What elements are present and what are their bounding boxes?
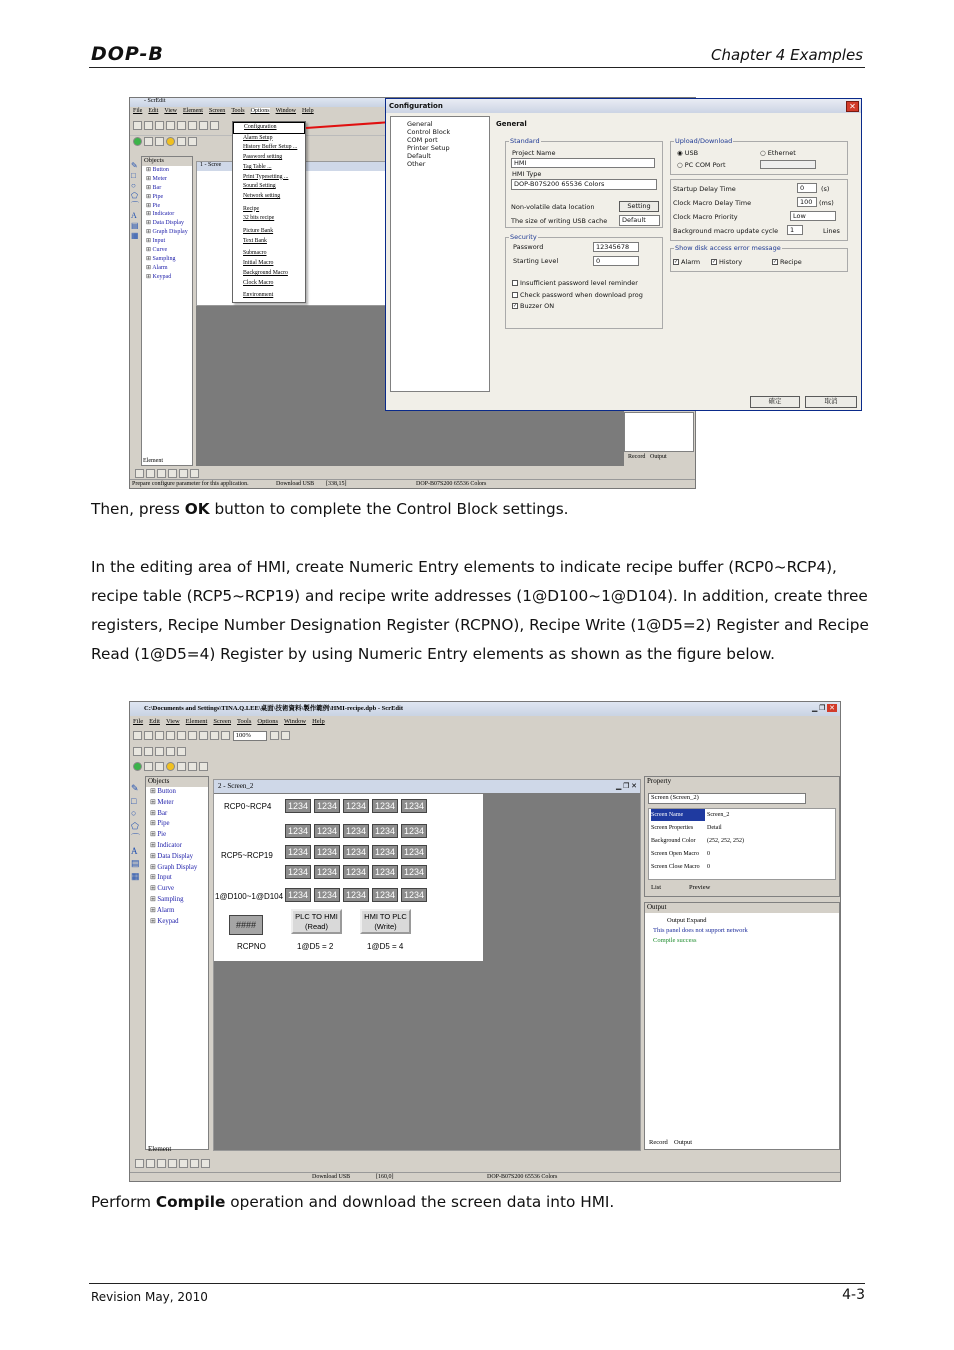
label-rcpno: RCPNO <box>237 942 266 951</box>
new-icon[interactable] <box>133 121 142 130</box>
redo-icon[interactable] <box>177 121 186 130</box>
property-row[interactable] <box>649 861 829 873</box>
page-number: 4-3 <box>842 1287 865 1303</box>
object-pie[interactable]: ⊞ Pie <box>146 830 208 841</box>
lamp-icon[interactable] <box>166 762 175 771</box>
object-button[interactable]: ⊞ Button <box>146 787 208 798</box>
property-value: Detail <box>707 825 722 831</box>
menu-bar <box>130 718 840 728</box>
status-download: Download USB <box>276 481 315 487</box>
menu-item-history-buffer[interactable]: History Buffer Setup ... <box>243 144 298 151</box>
object-bar[interactable]: ⊞ Bar <box>142 184 192 193</box>
tool-icon[interactable] <box>199 762 208 771</box>
object-alarm[interactable]: ⊞ Alarm <box>146 906 208 917</box>
numeric-entry[interactable]: 1234 <box>401 865 427 879</box>
options-menu <box>232 121 306 303</box>
object-sampling[interactable]: ⊞ Sampling <box>146 895 208 906</box>
read-button-line2: (Read) <box>305 922 328 931</box>
object-bar[interactable]: ⊞ Bar <box>146 809 208 820</box>
tool-icon[interactable] <box>155 137 164 146</box>
property-key: Background Color <box>651 838 696 844</box>
rect-icon[interactable] <box>144 137 153 146</box>
output-network-msg: This panel does not support network <box>653 927 748 934</box>
output-tab[interactable]: Output <box>674 1139 693 1146</box>
checkbox-check-password[interactable] <box>512 291 643 299</box>
numeric-entry[interactable]: 1234 <box>401 824 427 838</box>
menu-item-configuration[interactable]: Configuration <box>233 122 305 134</box>
usb-cache-select[interactable]: Default <box>619 215 660 226</box>
setting-button[interactable]: Setting <box>619 201 659 212</box>
close-button[interactable]: ✕ <box>846 101 859 112</box>
paragraph-ok-step <box>91 495 871 524</box>
hmi-to-plc-button[interactable] <box>360 909 411 934</box>
cut-icon[interactable] <box>188 121 197 130</box>
new-icon[interactable] <box>133 731 142 740</box>
numeric-entry[interactable]: 1234 <box>372 824 398 838</box>
paragraph-recipe-description: In the editing area of HMI, create Numeric Entry elements to indicate recipe buffer (RCP0~RCP4), recipe table (RCP5~RCP19) and recipe write addresses (1@D100~1@D104). In addition, create three registers, Recipe Number Designation Register (RCPNO), Recipe Write (1@D5=2) Register and Recipe Read (1@D5=4) Register by using Numeric Entry elements as shown as the figure below. <box>91 558 869 663</box>
checkbox-history-label: History <box>719 258 743 266</box>
numeric-entry[interactable]: 1234 <box>314 799 340 813</box>
hmi-type-select[interactable]: DOP-B07S200 65536 Colors <box>511 179 657 190</box>
menu-item-initial-macro[interactable]: Initial Macro <box>243 260 274 267</box>
element-tab[interactable]: Element <box>148 1145 172 1153</box>
checkbox-password-reminder[interactable] <box>512 279 638 287</box>
project-name-label: Project Name <box>512 149 556 157</box>
hmi-type-label: HMI Type <box>512 170 542 178</box>
property-row[interactable] <box>649 809 829 821</box>
menu-tools[interactable]: Tools <box>231 108 245 114</box>
property-row[interactable] <box>649 822 829 834</box>
starting-level-label: Starting Level <box>513 257 559 265</box>
checkbox-history[interactable]: ✓ History <box>712 258 743 266</box>
property-panel <box>644 776 840 897</box>
radio-usb-label: USB <box>684 149 699 157</box>
menu-tools[interactable]: Tools <box>237 718 252 725</box>
checkbox-buzzer-label: Buzzer ON <box>520 302 555 310</box>
usb-cache-label: The size of writing USB cache <box>511 217 608 225</box>
disk-error-label: Show disk access error message <box>675 244 781 252</box>
object-indicator[interactable]: ⊞ Indicator <box>142 210 192 219</box>
clock-priority-label: Clock Macro Priority <box>673 213 738 221</box>
object-curve[interactable]: ⊞ Curve <box>142 246 192 255</box>
page-header <box>89 38 865 68</box>
numeric-entry[interactable]: 1234 <box>314 865 340 879</box>
status-coords: [160,0] <box>376 1174 394 1180</box>
bold-icon[interactable] <box>155 747 164 756</box>
screen-tab[interactable]: 1 - Scree <box>197 162 385 171</box>
standard-group <box>505 137 663 228</box>
numeric-entry[interactable]: 1234 <box>343 824 369 838</box>
menu-item-alarm-setup[interactable]: Alarm Setup <box>243 134 273 141</box>
menu-options[interactable]: Options <box>257 718 278 725</box>
bg-cycle-input[interactable]: 1 <box>787 225 803 235</box>
menu-item-picture-bank[interactable]: Picture Bank <box>243 228 274 235</box>
menu-edit[interactable]: Edit <box>149 718 160 725</box>
numeric-entry[interactable]: 1234 <box>314 824 340 838</box>
status-model: DOP-B07S200 65536 Colors <box>487 1174 558 1180</box>
object-keypad[interactable]: ⊞ Keypad <box>142 273 192 282</box>
tree-com-port[interactable]: COM port <box>407 136 438 144</box>
para3-bold: Compile <box>155 1193 226 1211</box>
undo-icon[interactable] <box>166 121 175 130</box>
app-titlebar: - ScrEdit <box>130 98 695 107</box>
radio-pc-com-label: PC COM Port <box>684 161 726 169</box>
output-title: Output <box>645 903 839 913</box>
underline-icon[interactable] <box>177 747 186 756</box>
menu-item-environment[interactable]: Environment <box>243 292 274 299</box>
menu-edit[interactable]: Edit <box>148 108 159 114</box>
font-icon[interactable] <box>133 747 142 756</box>
menu-window[interactable]: Window <box>283 718 307 725</box>
numeric-entry[interactable]: 1234 <box>314 888 340 902</box>
screen-window <box>213 779 641 1151</box>
object-data-display[interactable]: ⊞ Data Display <box>146 852 208 863</box>
screenshot-recipe-screen <box>129 701 841 1182</box>
copy-icon[interactable] <box>199 731 208 740</box>
checkbox-recipe[interactable]: ✓ Recipe <box>773 258 802 266</box>
print-icon[interactable] <box>221 731 230 740</box>
open-icon[interactable] <box>144 121 153 130</box>
label-d5-4: 1@D5 = 4 <box>367 942 404 951</box>
drawing-tool-icons[interactable]: ✎ □ ○ ⬠ ⌒ A ▤ ▦ <box>131 783 141 881</box>
startup-delay-input[interactable]: 0 <box>797 183 817 193</box>
checkbox-password-reminder-label: Insufficient password level reminder <box>520 279 638 287</box>
numeric-entry[interactable]: 1234 <box>285 888 311 902</box>
record-tab[interactable]: Record <box>628 454 646 460</box>
menu-item-network[interactable]: Network setting <box>243 192 281 199</box>
chapter-title: Chapter 4 Examples <box>711 46 863 64</box>
output-tab[interactable]: Output <box>650 454 667 460</box>
bottom-toolbar <box>130 1158 840 1170</box>
bg-cycle-label: Background macro update cycle <box>673 227 779 235</box>
numeric-entry[interactable]: 1234 <box>314 845 340 859</box>
object-curve[interactable]: ⊞ Curve <box>146 884 208 895</box>
revision-date: Revision May, 2010 <box>91 1290 208 1304</box>
ok-button[interactable]: 確定 <box>750 396 800 408</box>
numeric-entry[interactable]: 1234 <box>285 799 311 813</box>
macro-group <box>670 179 848 241</box>
output-panel <box>644 902 840 1150</box>
nonvolatile-label: Non-volatile data location <box>511 203 595 211</box>
align-icon[interactable] <box>179 469 188 478</box>
numeric-entry[interactable]: 1234 <box>343 888 369 902</box>
rcpno-entry[interactable]: #### <box>229 915 263 935</box>
menu-item-print-typesetting[interactable]: Print Typesetting ... <box>243 173 289 180</box>
label-d100: 1@D100~1@D104 <box>215 892 284 901</box>
menu-help[interactable]: Help <box>312 718 325 725</box>
hmi-canvas <box>214 794 483 961</box>
label-rcp0: RCP0~RCP4 <box>224 802 272 811</box>
record-tab[interactable]: Record <box>649 1139 668 1146</box>
font-icon[interactable] <box>144 747 153 756</box>
object-data-display[interactable]: ⊞ Data Display <box>142 219 192 228</box>
property-row[interactable] <box>649 848 829 860</box>
para1-bold: OK <box>184 500 210 518</box>
startup-delay-label: Startup Delay Time <box>673 185 736 193</box>
preview-tab[interactable]: Preview <box>689 884 711 891</box>
align-icon[interactable] <box>168 469 177 478</box>
bottom-toolbar <box>130 468 695 479</box>
tree-control-block[interactable]: Control Block <box>407 128 451 136</box>
project-name-input[interactable]: HMI <box>511 158 655 168</box>
standard-label: Standard <box>510 137 540 145</box>
radio-ethernet-label: Ethernet <box>767 149 796 157</box>
output-panel <box>624 412 694 452</box>
numeric-entry[interactable]: 1234 <box>285 824 311 838</box>
circle-icon[interactable] <box>133 762 142 771</box>
object-button[interactable]: ⊞ Button <box>142 166 192 175</box>
property-value: 0 <box>707 864 710 870</box>
object-input[interactable]: ⊞ Input <box>146 873 208 884</box>
numeric-entry[interactable]: 1234 <box>343 865 369 879</box>
toolbar-2 <box>130 746 840 759</box>
dop-b-logo: DOP-B <box>91 43 164 65</box>
align-icon[interactable] <box>157 469 166 478</box>
tree-general[interactable]: General <box>407 120 433 128</box>
clock-delay-input[interactable]: 100 <box>797 197 817 207</box>
zoom-in-icon[interactable] <box>270 731 279 740</box>
tree-printer-setup[interactable]: Printer Setup <box>407 144 450 152</box>
list-tab[interactable]: List <box>651 884 662 891</box>
numeric-entry[interactable]: 1234 <box>343 845 369 859</box>
align-icon[interactable] <box>201 1159 210 1168</box>
clock-delay-unit: (ms) <box>819 199 834 207</box>
object-graph-display[interactable]: ⊞ Graph Display <box>146 863 208 874</box>
screen-window-controls[interactable]: ▁ ❐ ✕ <box>615 782 637 790</box>
align-icon[interactable] <box>135 1159 144 1168</box>
checkbox-alarm[interactable]: ✓ Alarm <box>674 258 701 266</box>
checkbox-alarm-label: Alarm <box>681 258 701 266</box>
numeric-entry[interactable]: 1234 <box>372 799 398 813</box>
property-title: Property <box>647 777 672 785</box>
configuration-dialog <box>385 98 862 411</box>
status-message: Prepare configure parameter for this application. <box>132 481 249 487</box>
dialog-title: Configuration <box>386 99 861 113</box>
lamp-icon[interactable] <box>166 137 175 146</box>
toolbar-1 <box>130 730 840 744</box>
object-alarm[interactable]: ⊞ Alarm <box>142 264 192 273</box>
object-sampling[interactable]: ⊞ Sampling <box>142 255 192 264</box>
objects-list <box>142 166 192 282</box>
starting-level-input[interactable]: 0 <box>593 256 639 266</box>
read-button-line1: PLC TO HMI <box>295 912 338 921</box>
security-group <box>505 233 663 329</box>
property-key: Screen Open Macro <box>651 851 699 857</box>
property-value: Screen_2 <box>707 812 730 818</box>
drawing-tools <box>131 782 142 882</box>
paragraph-compile-step <box>91 1188 871 1217</box>
numeric-entry[interactable]: 1234 <box>372 888 398 902</box>
numeric-entry[interactable]: 1234 <box>401 845 427 859</box>
startup-delay-unit: (s) <box>821 185 830 193</box>
menu-item-text-bank[interactable]: Text Bank <box>243 237 267 244</box>
status-coords: [338,15] <box>326 481 347 487</box>
status-download: Download USB <box>312 1174 351 1180</box>
objects-panel <box>145 776 209 1150</box>
paste-icon[interactable] <box>210 121 219 130</box>
label-d5-2: 1@D5 = 2 <box>297 942 334 951</box>
tree-other[interactable]: Other <box>407 160 426 168</box>
upload-download-label: Upload/Download <box>675 137 733 145</box>
tool-icon[interactable] <box>155 762 164 771</box>
menu-item-tag-table[interactable]: Tag Table ... <box>243 163 272 170</box>
window-controls[interactable]: ▁ ❐ ✕ <box>811 704 835 712</box>
app-titlebar: C:\Documents and Settings\TINA.Q.LEE\桌面\技術資料\製作範例\HMI-recipe.dpb - ScrEdit <box>130 702 840 716</box>
write-button-line2: (Write) <box>374 922 397 931</box>
object-input[interactable]: ⊞ Input <box>142 237 192 246</box>
objects-title: Objects <box>146 777 208 787</box>
write-button-line1: HMI TO PLC <box>364 912 407 921</box>
numeric-entry[interactable]: 1234 <box>401 888 427 902</box>
object-meter[interactable]: ⊞ Meter <box>146 798 208 809</box>
checkbox-recipe-label: Recipe <box>780 258 802 266</box>
objects-panel <box>141 156 193 466</box>
align-icon[interactable] <box>190 469 199 478</box>
save-icon[interactable] <box>155 731 164 740</box>
menu-help[interactable]: Help <box>302 108 314 114</box>
property-key: Screen Properties <box>651 825 694 831</box>
password-input[interactable]: 12345678 <box>593 242 639 252</box>
zoom-out-icon[interactable] <box>281 731 290 740</box>
menu-item-background-macro[interactable]: Background Macro <box>243 269 288 276</box>
checkbox-buzzer[interactable]: ✓ Buzzer ON <box>513 302 555 310</box>
menu-view[interactable]: View <box>164 108 177 114</box>
object-indicator[interactable]: ⊞ Indicator <box>146 841 208 852</box>
menu-screen[interactable]: Screen <box>213 718 232 725</box>
align-icon[interactable] <box>146 469 155 478</box>
circle-icon[interactable] <box>133 137 142 146</box>
menu-item-submacro[interactable]: Submacro <box>243 250 267 257</box>
para3-text: Perform <box>91 1193 156 1211</box>
numeric-entry[interactable]: 1234 <box>401 799 427 813</box>
bg-cycle-unit: Lines <box>823 227 840 235</box>
open-icon[interactable] <box>144 731 153 740</box>
menu-element[interactable]: Element <box>182 108 203 114</box>
tool-icon[interactable] <box>177 762 186 771</box>
tool-icon[interactable] <box>188 137 197 146</box>
menu-options[interactable]: Options <box>250 108 270 114</box>
toolbar-3 <box>130 761 840 774</box>
radio-pc-com[interactable]: ○ PC COM Port <box>677 161 726 169</box>
menu-screen[interactable]: Screen <box>208 108 226 114</box>
tool-icon[interactable] <box>188 762 197 771</box>
drawing-tool-icons[interactable]: ✎ □ ○ ⬠ ⌒ A ▤ ▦ <box>131 161 139 240</box>
label-rcp5: RCP5~RCP19 <box>221 851 273 860</box>
disk-error-group <box>670 244 848 272</box>
undo-icon[interactable] <box>166 731 175 740</box>
zoom-select[interactable]: 100% <box>233 731 267 741</box>
object-pipe[interactable]: ⊞ Pipe <box>142 193 192 202</box>
tool-icon[interactable] <box>177 137 186 146</box>
radio-usb[interactable]: ◉ USB <box>677 149 699 157</box>
status-bar <box>130 479 695 488</box>
align-icon[interactable] <box>135 469 144 478</box>
rect-icon[interactable] <box>144 762 153 771</box>
redo-icon[interactable] <box>177 731 186 740</box>
numeric-entry[interactable]: 1234 <box>372 865 398 879</box>
element-tab[interactable]: Element <box>143 458 163 464</box>
numeric-entry[interactable]: 1234 <box>285 865 311 879</box>
page-footer <box>89 1283 865 1304</box>
cancel-button[interactable]: 取消 <box>805 396 857 408</box>
property-grid <box>648 808 836 880</box>
screen-title[interactable]: 2 - Screen_2 <box>214 780 640 793</box>
align-icon[interactable] <box>157 1159 166 1168</box>
paste-icon[interactable] <box>210 731 219 740</box>
output-compile-success: Compile success <box>653 937 697 944</box>
save-icon[interactable] <box>155 121 164 130</box>
menu-file[interactable]: File <box>133 108 143 114</box>
menu-window[interactable]: Window <box>275 108 297 114</box>
para3-text-end: operation and download the screen data into HMI. <box>225 1193 615 1211</box>
numeric-entry[interactable]: 1234 <box>343 799 369 813</box>
plc-to-hmi-button[interactable] <box>291 909 342 934</box>
italic-icon[interactable] <box>166 747 175 756</box>
property-value: (252, 252, 252) <box>707 838 744 844</box>
status-bar <box>130 1172 840 1181</box>
password-label: Password <box>513 243 544 251</box>
object-pipe[interactable]: ⊞ Pipe <box>146 819 208 830</box>
copy-icon[interactable] <box>199 121 208 130</box>
align-icon[interactable] <box>179 1159 188 1168</box>
numeric-entry[interactable]: 1234 <box>285 845 311 859</box>
menu-item-password[interactable]: Password setting <box>243 154 283 161</box>
property-key: Screen Close Macro <box>651 864 700 870</box>
radio-ethernet[interactable]: ○ Ethernet <box>760 149 796 157</box>
property-value: 0 <box>707 851 710 857</box>
property-key: Screen Name <box>651 809 705 821</box>
objects-title: Objects <box>142 157 192 166</box>
menu-item-recipe[interactable]: Recipe <box>243 205 260 212</box>
checkbox-check-password-label: Check password when download prog <box>520 291 643 299</box>
menu-item-clock-macro[interactable]: Clock Macro <box>243 279 274 286</box>
align-icon[interactable] <box>190 1159 199 1168</box>
output-expand[interactable]: Output Expand <box>667 917 707 924</box>
numeric-entry[interactable]: 1234 <box>372 845 398 859</box>
clock-delay-label: Clock Macro Delay Time <box>673 199 752 207</box>
security-label: Security <box>510 233 537 241</box>
upload-download-group <box>670 137 848 175</box>
general-heading: General <box>496 120 527 128</box>
com-port-select[interactable] <box>760 160 816 169</box>
align-icon[interactable] <box>168 1159 177 1168</box>
config-tree <box>390 116 490 392</box>
objects-list <box>146 787 208 927</box>
tree-default[interactable]: Default <box>407 152 431 160</box>
para1-text-end: button to complete the Control Block settings. <box>209 500 569 518</box>
cut-icon[interactable] <box>188 731 197 740</box>
property-combo[interactable]: Screen (Screen_2) <box>648 793 806 804</box>
object-keypad[interactable]: ⊞ Keypad <box>146 917 208 928</box>
status-model: DOP-B07S200 65536 Colors <box>416 481 487 487</box>
drawing-tools <box>131 161 140 251</box>
object-meter[interactable]: ⊞ Meter <box>142 175 192 184</box>
menu-item-sound[interactable]: Sound Setting <box>243 183 276 190</box>
align-icon[interactable] <box>146 1159 155 1168</box>
menu-item-32bit-recipe[interactable]: 32 bits recipe <box>243 215 275 222</box>
menu-element[interactable]: Element <box>185 718 208 725</box>
object-pie[interactable]: ⊞ Pie <box>142 202 192 211</box>
menu-view[interactable]: View <box>165 718 180 725</box>
menu-file[interactable]: File <box>133 718 144 725</box>
object-graph-display[interactable]: ⊞ Graph Display <box>142 228 192 237</box>
clock-priority-select[interactable]: Low <box>790 211 836 221</box>
property-row[interactable] <box>649 835 829 847</box>
para1-text: Then, press <box>91 500 185 518</box>
